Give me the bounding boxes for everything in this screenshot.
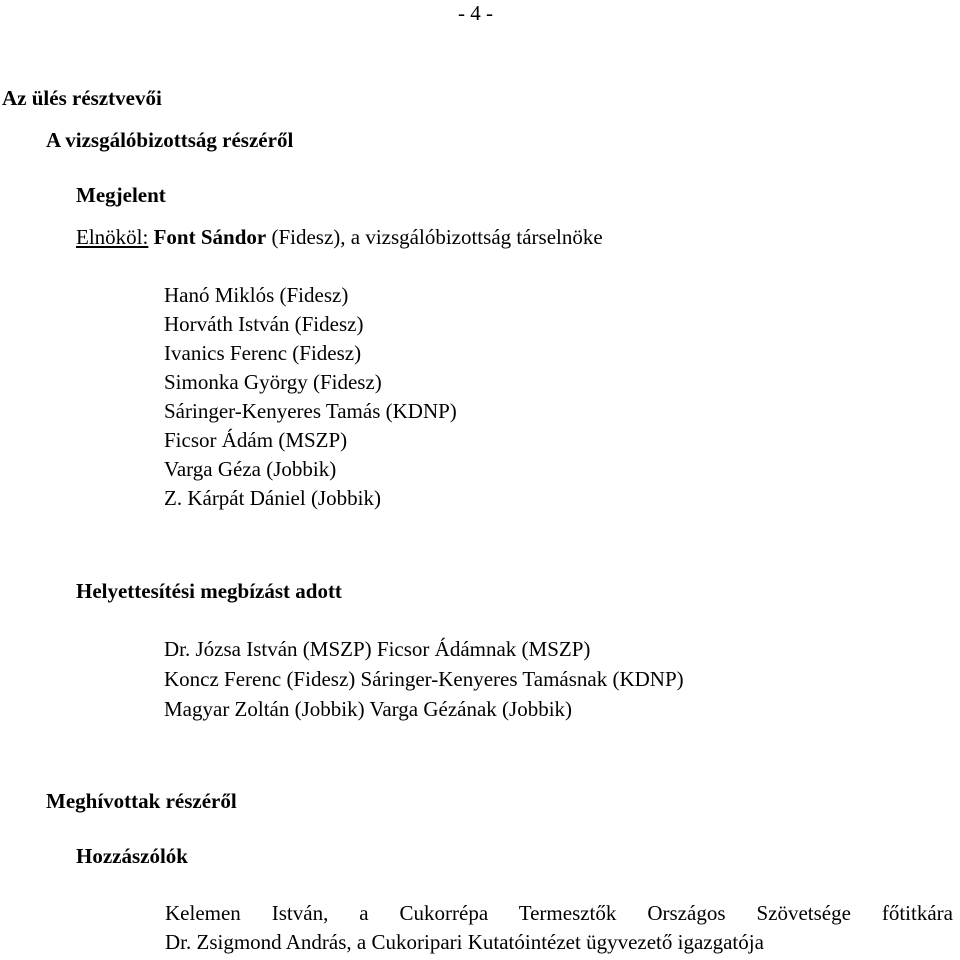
- chair-label: Elnököl:: [76, 225, 149, 249]
- chair-role: (Fidesz), a vizsgálóbizottság társelnöke: [266, 225, 603, 249]
- list-item: Simonka György (Fidesz): [164, 370, 382, 394]
- list-item: Sáringer-Kenyeres Tamás (KDNP): [164, 399, 457, 423]
- list-item: Hanó Miklós (Fidesz): [164, 283, 349, 307]
- list-item: Magyar Zoltán (Jobbik) Varga Gézának (Jobbik): [164, 697, 573, 721]
- list-item: Ficsor Ádám (MSZP): [164, 428, 348, 452]
- list-item: Horváth István (Fidesz): [164, 312, 364, 336]
- speakers-heading: Hozzászólók: [76, 844, 188, 868]
- chair-name: Font Sándor: [153, 225, 267, 249]
- chair-line: [76, 227, 603, 248]
- list-item: Ivanics Ferenc (Fidesz): [164, 341, 362, 365]
- list-item: Z. Kárpát Dániel (Jobbik): [164, 486, 381, 510]
- list-item: Koncz Ferenc (Fidesz) Sáringer-Kenyeres Tamásnak (KDNP): [164, 667, 684, 691]
- proxy-heading: Helyettesítési megbízást adott: [76, 579, 342, 603]
- page-number: - 4 -: [458, 1, 493, 25]
- list-item: Dr. Zsigmond András, a Cukoripari Kutatóintézet ügyvezető igazgatója: [165, 930, 764, 954]
- invited-heading: Meghívottak részéről: [46, 789, 237, 813]
- list-item: Varga Géza (Jobbik): [164, 457, 337, 481]
- present-heading: Megjelent: [76, 183, 166, 207]
- list-item: Dr. Józsa István (MSZP) Ficsor Ádámnak (MSZP): [164, 637, 591, 661]
- committee-side-heading: A vizsgálóbizottság részéről: [46, 128, 294, 152]
- section-heading: Az ülés résztvevői: [2, 86, 162, 110]
- list-item: Kelemen István, a Cukorrépa Termesztők Országos Szövetsége főtitkára: [165, 901, 953, 925]
